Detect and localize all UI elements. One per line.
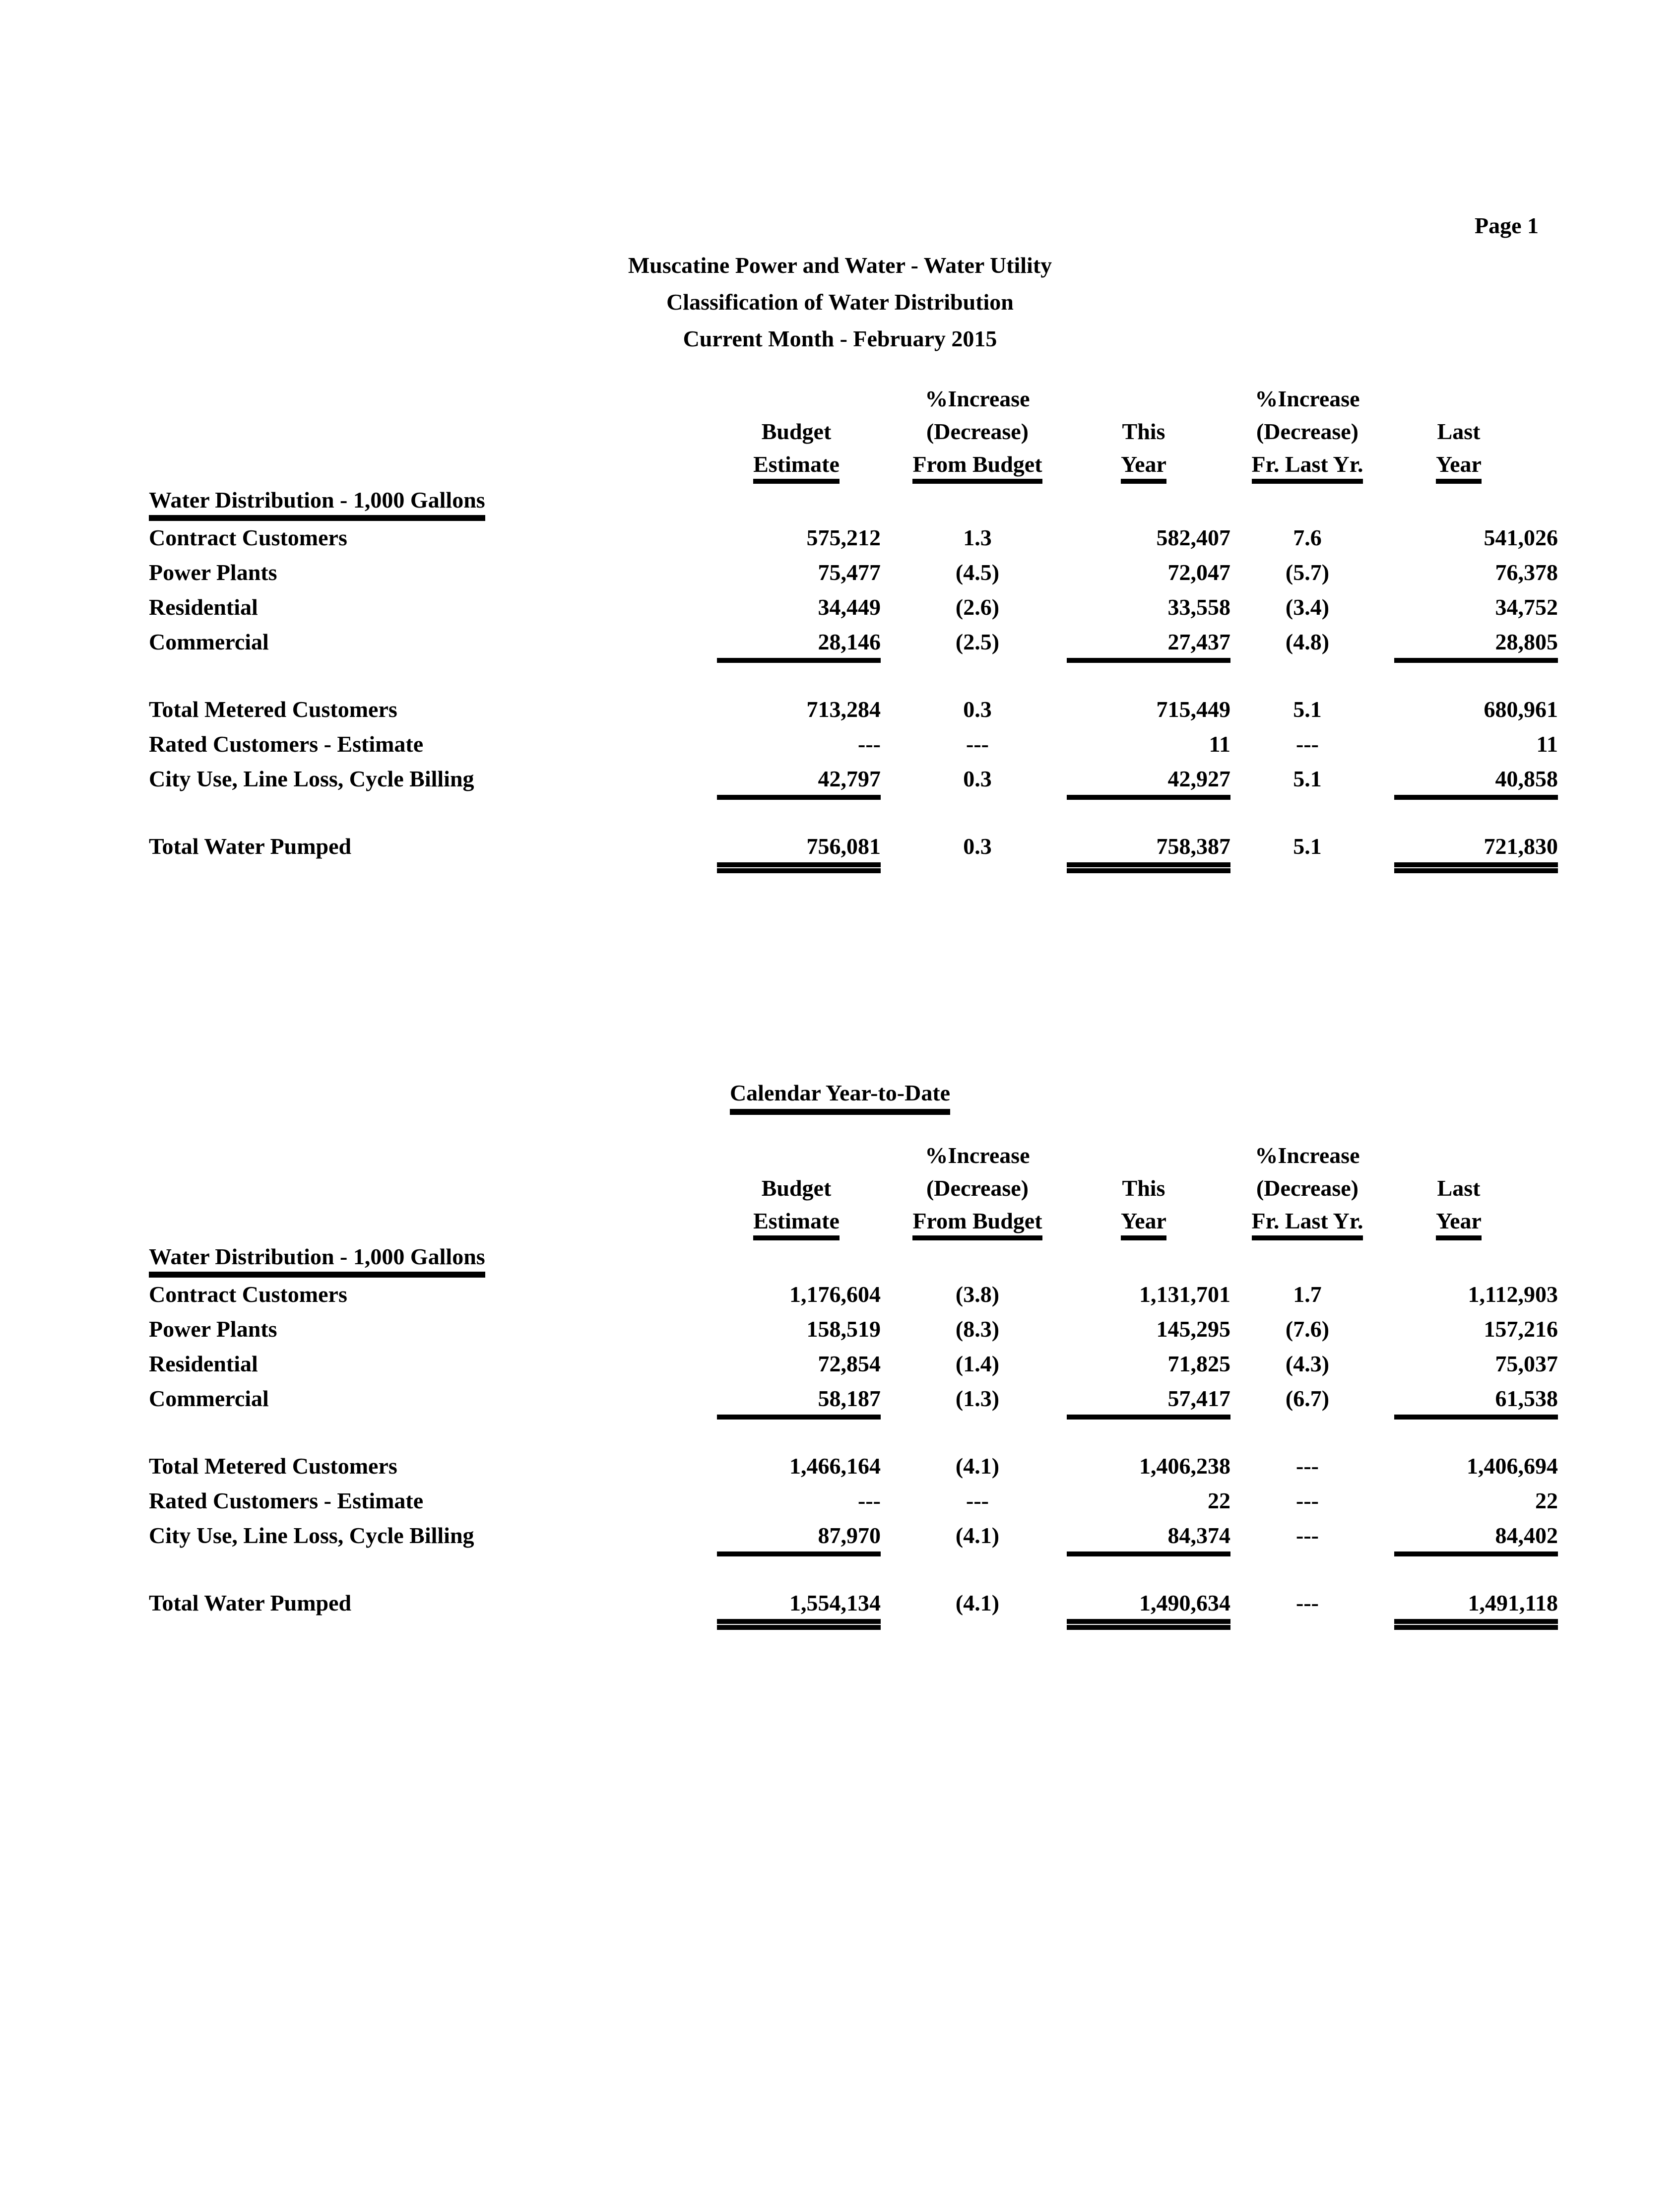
from-budget-cell xyxy=(888,1387,1067,1421)
cell-value: 1,491,118 xyxy=(1394,1591,1558,1624)
fr-last-yr-cell xyxy=(1221,1317,1394,1352)
header-row-3 xyxy=(149,452,1538,488)
header-text: From Budget xyxy=(912,1209,1042,1240)
current-month-table xyxy=(149,386,1558,869)
decrease-header xyxy=(888,420,1067,452)
this-year-cell xyxy=(1067,560,1230,595)
from-budget-cell xyxy=(888,1283,1067,1317)
row-label-cell xyxy=(149,1524,660,1558)
row-label: Commercial xyxy=(149,1386,269,1411)
cell-value: 721,830 xyxy=(1394,835,1558,867)
budget-estimate-cell xyxy=(660,1283,888,1317)
fr-last-yr-cell xyxy=(1221,732,1394,767)
row-label-cell xyxy=(149,1283,660,1317)
header-text: (Decrease) xyxy=(1256,419,1358,444)
cell-value: 75,477 xyxy=(818,560,881,585)
estimate-header xyxy=(660,1209,888,1245)
from-budget-cell xyxy=(888,732,1067,767)
last-year-cell xyxy=(1394,1453,1558,1489)
year-header xyxy=(1394,452,1538,488)
header-text: From Budget xyxy=(912,452,1042,484)
cell-value: 28,146 xyxy=(717,630,881,663)
cell-value: 1,406,238 xyxy=(1139,1453,1230,1479)
cell-value: (5.7) xyxy=(1285,560,1330,585)
cell-value: 5.1 xyxy=(1293,697,1322,722)
ytd-heading-text: Calendar Year-to-Date xyxy=(730,1080,950,1115)
cell-value: 1,554,134 xyxy=(717,1591,881,1624)
from-budget-cell xyxy=(888,561,1067,595)
cell-value: (1.4) xyxy=(955,1351,1000,1376)
report-title-block xyxy=(0,247,1680,357)
ytd-section-heading xyxy=(0,1080,1680,1115)
from-budget-cell xyxy=(888,526,1067,561)
header-text: Year xyxy=(1121,1209,1166,1240)
budget-estimate-cell xyxy=(660,561,888,595)
budget-estimate-cell xyxy=(660,835,888,869)
last-year-cell xyxy=(1394,1316,1558,1352)
cell-value: (4.3) xyxy=(1285,1351,1330,1376)
cell-value: 58,187 xyxy=(717,1387,881,1420)
table-row xyxy=(149,1454,1538,1489)
empty-cell xyxy=(1394,1144,1538,1176)
header-text: Budget xyxy=(761,419,832,444)
empty-cell xyxy=(1394,387,1538,420)
cell-value: 11 xyxy=(1536,731,1558,757)
cell-value: 71,825 xyxy=(1167,1351,1230,1376)
fr-last-yr-cell xyxy=(1221,1283,1394,1317)
section-heading-cell xyxy=(149,488,1538,526)
fr-last-yr-cell xyxy=(1221,1591,1394,1626)
cell-value: (3.8) xyxy=(955,1282,1000,1307)
header-text: This xyxy=(1122,1175,1165,1201)
cell-value: (4.8) xyxy=(1285,629,1330,654)
table-row xyxy=(149,835,1538,869)
row-label: City Use, Line Loss, Cycle Billing xyxy=(149,1523,474,1548)
cell-value: (4.1) xyxy=(955,1453,1000,1479)
year-to-date-table xyxy=(149,1143,1558,1626)
report-title: Muscatine Power and Water - Water Utility xyxy=(628,253,1052,278)
spacer-row xyxy=(149,1558,1538,1591)
row-label-cell xyxy=(149,835,660,869)
row-label: Contract Customers xyxy=(149,525,347,550)
cell-value: 1.3 xyxy=(963,525,992,550)
from-budget-header xyxy=(888,1209,1067,1245)
budget-estimate-cell xyxy=(660,732,888,767)
fr-last-yr-cell xyxy=(1221,1524,1394,1558)
last-year-cell xyxy=(1394,834,1558,869)
row-label-cell xyxy=(149,561,660,595)
section-heading-cell xyxy=(149,1245,1538,1283)
empty-cell xyxy=(660,1144,888,1176)
year-header xyxy=(1067,1209,1221,1245)
cell-value: 72,047 xyxy=(1167,560,1230,585)
row-label: Rated Customers - Estimate xyxy=(149,731,424,757)
fr-last-yr-cell xyxy=(1221,561,1394,595)
this-header xyxy=(1067,420,1221,452)
spacer-row xyxy=(149,665,1538,698)
row-label-cell xyxy=(149,1591,660,1626)
header-text: Estimate xyxy=(753,1209,840,1240)
cell-value: 1,466,164 xyxy=(789,1453,881,1479)
budget-estimate-cell xyxy=(660,1317,888,1352)
row-label: Total Water Pumped xyxy=(149,1590,352,1615)
fr-last-yr-cell xyxy=(1221,630,1394,665)
empty-cell xyxy=(149,1558,1538,1591)
spacer-row xyxy=(149,802,1538,835)
last-header xyxy=(1394,420,1538,452)
cell-value: 145,295 xyxy=(1156,1316,1230,1342)
budget-estimate-cell xyxy=(660,1489,888,1524)
table-row xyxy=(149,732,1538,767)
cell-value: 0.3 xyxy=(963,766,992,791)
header-row-1 xyxy=(149,387,1538,420)
row-label: Power Plants xyxy=(149,560,277,585)
last-year-cell xyxy=(1394,1590,1558,1626)
header-row-2 xyxy=(149,420,1538,452)
last-year-cell xyxy=(1394,594,1558,630)
cell-value: 72,854 xyxy=(818,1351,881,1376)
cell-value: 157,216 xyxy=(1484,1316,1558,1342)
row-label-cell xyxy=(149,767,660,802)
from-budget-cell xyxy=(888,1454,1067,1489)
row-label: Total Metered Customers xyxy=(149,697,397,722)
last-header xyxy=(1394,1176,1538,1209)
this-year-cell xyxy=(1067,1453,1230,1489)
cell-value: (2.5) xyxy=(955,629,1000,654)
from-budget-cell xyxy=(888,1591,1067,1626)
row-label-cell xyxy=(149,1352,660,1387)
header-text: Last xyxy=(1437,1175,1481,1201)
budget-estimate-cell xyxy=(660,1591,888,1626)
cell-value: 42,797 xyxy=(717,767,881,800)
cell-value: 5.1 xyxy=(1293,766,1322,791)
pct-increase-header xyxy=(1221,387,1394,420)
cell-value: 40,858 xyxy=(1394,767,1558,800)
cell-value: 713,284 xyxy=(806,697,881,722)
empty-cell xyxy=(149,420,660,452)
row-label-cell xyxy=(149,1489,660,1524)
empty-cell xyxy=(1067,1144,1221,1176)
last-year-cell xyxy=(1394,697,1558,732)
cell-value: 84,374 xyxy=(1067,1524,1230,1556)
row-label: City Use, Line Loss, Cycle Billing xyxy=(149,766,474,791)
cell-value: 582,407 xyxy=(1156,525,1230,550)
cell-value: 1,490,634 xyxy=(1067,1591,1230,1624)
cell-value: 5.1 xyxy=(1293,834,1322,859)
report-period: Current Month - February 2015 xyxy=(683,326,997,351)
cell-value: 84,402 xyxy=(1394,1524,1558,1556)
cell-value: (4.1) xyxy=(955,1523,1000,1548)
this-year-cell xyxy=(1067,1316,1230,1352)
cell-value: (8.3) xyxy=(955,1316,1000,1342)
cell-value: 28,805 xyxy=(1394,630,1558,663)
row-label-cell xyxy=(149,698,660,732)
empty-cell xyxy=(149,1176,660,1209)
header-text: Estimate xyxy=(753,452,840,484)
cell-value: 42,927 xyxy=(1067,767,1230,800)
row-label: Residential xyxy=(149,594,258,620)
fr-last-yr-cell xyxy=(1221,1352,1394,1387)
section-heading-row xyxy=(149,1245,1538,1283)
cell-value: --- xyxy=(966,1488,989,1513)
cell-value: 575,212 xyxy=(806,525,881,550)
header-text: Year xyxy=(1436,1209,1482,1240)
cell-value: 33,558 xyxy=(1167,594,1230,620)
this-year-cell xyxy=(1067,1523,1230,1558)
cell-value: 541,026 xyxy=(1484,525,1558,550)
pct-increase-header xyxy=(888,387,1067,420)
cell-value: 1.7 xyxy=(1293,1282,1322,1307)
fr-last-yr-header xyxy=(1221,1209,1394,1245)
year-header xyxy=(1067,452,1221,488)
from-budget-cell xyxy=(888,1489,1067,1524)
budget-estimate-cell xyxy=(660,1387,888,1421)
this-year-cell xyxy=(1067,1386,1230,1421)
this-year-cell xyxy=(1067,594,1230,630)
cell-value: (4.1) xyxy=(955,1590,1000,1615)
header-text: %Increase xyxy=(1255,386,1360,411)
header-text: Last xyxy=(1437,419,1481,444)
cell-value: (4.5) xyxy=(955,560,1000,585)
cell-value: --- xyxy=(966,731,989,757)
table-row xyxy=(149,698,1538,732)
row-label-cell xyxy=(149,1387,660,1421)
empty-cell xyxy=(149,665,1538,698)
empty-cell xyxy=(149,387,660,420)
row-label-cell xyxy=(149,1317,660,1352)
fr-last-yr-cell xyxy=(1221,698,1394,732)
header-text: Fr. Last Yr. xyxy=(1252,452,1363,484)
table-row xyxy=(149,1387,1538,1421)
this-year-cell xyxy=(1067,1488,1230,1524)
from-budget-cell xyxy=(888,698,1067,732)
cell-value: 75,037 xyxy=(1495,1351,1558,1376)
empty-cell xyxy=(149,802,1538,835)
row-label-cell xyxy=(149,732,660,767)
empty-cell xyxy=(149,452,660,488)
header-text: (Decrease) xyxy=(926,419,1029,444)
cell-value: 61,538 xyxy=(1394,1387,1558,1420)
budget-estimate-cell xyxy=(660,1352,888,1387)
cell-value: 756,081 xyxy=(717,835,881,867)
budget-estimate-cell xyxy=(660,595,888,630)
this-header xyxy=(1067,1176,1221,1209)
cell-value: --- xyxy=(1296,1453,1319,1479)
budget-header xyxy=(660,420,888,452)
row-label: Residential xyxy=(149,1351,258,1376)
row-label: Contract Customers xyxy=(149,1282,347,1307)
budget-estimate-cell xyxy=(660,630,888,665)
budget-header xyxy=(660,1176,888,1209)
table-row xyxy=(149,1317,1538,1352)
section-heading: Water Distribution - 1,000 Gallons xyxy=(149,1245,485,1278)
header-row-3 xyxy=(149,1209,1538,1245)
budget-estimate-cell xyxy=(660,1524,888,1558)
fr-last-yr-cell xyxy=(1221,835,1394,869)
header-text: %Increase xyxy=(925,1143,1030,1168)
row-label: Rated Customers - Estimate xyxy=(149,1488,424,1513)
table-row xyxy=(149,1352,1538,1387)
section-heading: Water Distribution - 1,000 Gallons xyxy=(149,488,485,521)
budget-estimate-cell xyxy=(660,698,888,732)
cell-value: 0.3 xyxy=(963,834,992,859)
cell-value: 715,449 xyxy=(1156,697,1230,722)
header-row-2 xyxy=(149,1176,1538,1209)
table-row xyxy=(149,1524,1538,1558)
table-row xyxy=(149,1283,1538,1317)
table-row xyxy=(149,630,1538,665)
last-year-cell xyxy=(1394,629,1558,665)
header-text: Fr. Last Yr. xyxy=(1252,1209,1363,1240)
cell-value: 1,406,694 xyxy=(1467,1453,1558,1479)
from-budget-cell xyxy=(888,1352,1067,1387)
cell-value: 27,437 xyxy=(1067,630,1230,663)
table-row xyxy=(149,1591,1538,1626)
fr-last-yr-cell xyxy=(1221,1387,1394,1421)
from-budget-cell xyxy=(888,630,1067,665)
cell-value: 7.6 xyxy=(1293,525,1322,550)
header-text: Budget xyxy=(761,1175,832,1201)
cell-value: 758,387 xyxy=(1067,835,1230,867)
cell-value: 34,752 xyxy=(1495,594,1558,620)
cell-value: (1.3) xyxy=(955,1386,1000,1411)
budget-estimate-cell xyxy=(660,526,888,561)
this-year-cell xyxy=(1067,834,1230,869)
cell-value: 22 xyxy=(1208,1488,1230,1513)
cell-value: 1,112,903 xyxy=(1468,1282,1558,1307)
cell-value: 11 xyxy=(1209,731,1230,757)
empty-cell xyxy=(149,1144,660,1176)
budget-estimate-cell xyxy=(660,767,888,802)
row-label-cell xyxy=(149,595,660,630)
fr-last-yr-cell xyxy=(1221,526,1394,561)
from-budget-cell xyxy=(888,595,1067,630)
fr-last-yr-cell xyxy=(1221,595,1394,630)
empty-cell xyxy=(660,387,888,420)
cell-value: --- xyxy=(1296,731,1319,757)
header-text: (Decrease) xyxy=(1256,1175,1358,1201)
cell-value: 1,131,701 xyxy=(1139,1282,1230,1307)
last-year-cell xyxy=(1394,1488,1558,1524)
row-label-cell xyxy=(149,630,660,665)
cell-value: --- xyxy=(1296,1590,1319,1615)
header-text: %Increase xyxy=(1255,1143,1360,1168)
header-text: Year xyxy=(1436,452,1482,484)
header-text: %Increase xyxy=(925,386,1030,411)
budget-estimate-cell xyxy=(660,1454,888,1489)
page-number: Page 1 xyxy=(1474,213,1539,238)
table-row xyxy=(149,561,1538,595)
cell-value: (3.4) xyxy=(1285,594,1330,620)
last-year-cell xyxy=(1394,1282,1558,1317)
section-heading-row xyxy=(149,488,1538,526)
cell-value: 1,176,604 xyxy=(789,1282,881,1307)
from-budget-cell xyxy=(888,767,1067,802)
decrease-header xyxy=(888,1176,1067,1209)
cell-value: (7.6) xyxy=(1285,1316,1330,1342)
row-label: Commercial xyxy=(149,629,269,654)
cell-value: 680,961 xyxy=(1484,697,1558,722)
cell-value: --- xyxy=(858,1488,881,1513)
last-year-cell xyxy=(1394,525,1558,561)
from-budget-header xyxy=(888,452,1067,488)
this-year-cell xyxy=(1067,525,1230,561)
cell-value: 57,417 xyxy=(1067,1387,1230,1420)
header-text: (Decrease) xyxy=(926,1175,1029,1201)
last-year-cell xyxy=(1394,731,1558,767)
cell-value: --- xyxy=(1296,1488,1319,1513)
year-header xyxy=(1394,1209,1538,1245)
row-label: Power Plants xyxy=(149,1316,277,1342)
this-year-cell xyxy=(1067,1282,1230,1317)
fr-last-yr-cell xyxy=(1221,1489,1394,1524)
table-row xyxy=(149,1489,1538,1524)
last-year-cell xyxy=(1394,1351,1558,1387)
header-text: This xyxy=(1122,419,1165,444)
row-label-cell xyxy=(149,526,660,561)
decrease-header xyxy=(1221,420,1394,452)
report-subtitle: Classification of Water Distribution xyxy=(666,289,1014,315)
decrease-header xyxy=(1221,1176,1394,1209)
cell-value: 0.3 xyxy=(963,697,992,722)
row-label: Total Metered Customers xyxy=(149,1453,397,1479)
this-year-cell xyxy=(1067,629,1230,665)
fr-last-yr-cell xyxy=(1221,767,1394,802)
last-year-cell xyxy=(1394,1386,1558,1421)
fr-last-yr-header xyxy=(1221,452,1394,488)
spacer-row xyxy=(149,1421,1538,1454)
fr-last-yr-cell xyxy=(1221,1454,1394,1489)
header-row-1 xyxy=(149,1144,1538,1176)
cell-value: 76,378 xyxy=(1495,560,1558,585)
this-year-cell xyxy=(1067,766,1230,802)
header-text: Year xyxy=(1121,452,1166,484)
table-row xyxy=(149,595,1538,630)
cell-value: 87,970 xyxy=(717,1524,881,1556)
row-label-cell xyxy=(149,1454,660,1489)
pct-increase-header xyxy=(888,1144,1067,1176)
last-year-cell xyxy=(1394,1523,1558,1558)
empty-cell xyxy=(149,1421,1538,1454)
from-budget-cell xyxy=(888,1317,1067,1352)
this-year-cell xyxy=(1067,1351,1230,1387)
this-year-cell xyxy=(1067,697,1230,732)
table-row xyxy=(149,526,1538,561)
cell-value: 34,449 xyxy=(818,594,881,620)
last-year-cell xyxy=(1394,560,1558,595)
cell-value: (2.6) xyxy=(955,594,1000,620)
empty-cell xyxy=(149,1209,660,1245)
cell-value: (6.7) xyxy=(1285,1386,1330,1411)
empty-cell xyxy=(1067,387,1221,420)
estimate-header xyxy=(660,452,888,488)
last-year-cell xyxy=(1394,766,1558,802)
cell-value: 22 xyxy=(1535,1488,1558,1513)
table-row xyxy=(149,767,1538,802)
row-label: Total Water Pumped xyxy=(149,834,352,859)
pct-increase-header xyxy=(1221,1144,1394,1176)
cell-value: --- xyxy=(1296,1523,1319,1548)
cell-value: --- xyxy=(858,731,881,757)
this-year-cell xyxy=(1067,731,1230,767)
this-year-cell xyxy=(1067,1590,1230,1626)
from-budget-cell xyxy=(888,1524,1067,1558)
from-budget-cell xyxy=(888,835,1067,869)
cell-value: 158,519 xyxy=(806,1316,881,1342)
